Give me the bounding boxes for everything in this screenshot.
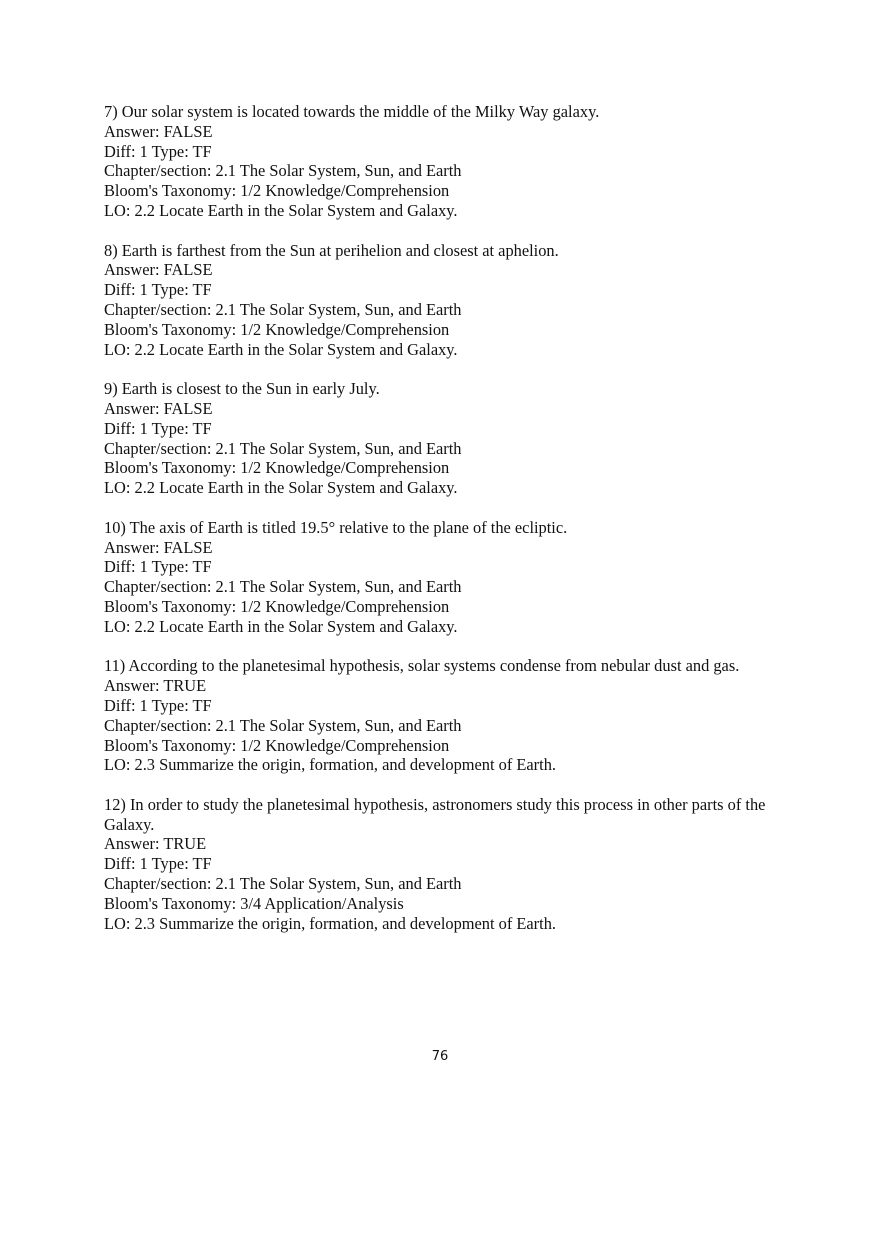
- question-chapter-section: Chapter/section: 2.1 The Solar System, Sun, and Earth: [104, 161, 462, 181]
- question-bloom-taxonomy: Bloom's Taxonomy: 1/2 Knowledge/Comprehension: [104, 596, 450, 616]
- question-difficulty: Diff: 1 Type: TF: [104, 280, 212, 300]
- question-item: [104, 241, 794, 360]
- question-answer: Answer: FALSE: [104, 398, 213, 418]
- question-bloom-taxonomy: Bloom's Taxonomy: 3/4 Application/Analysis: [104, 893, 404, 913]
- question-bloom-taxonomy: Bloom's Taxonomy: 1/2 Knowledge/Comprehension: [104, 735, 450, 755]
- question-difficulty: Diff: 1 Type: TF: [104, 854, 212, 874]
- question-answer: Answer: TRUE: [104, 676, 207, 696]
- question-chapter-section: Chapter/section: 2.1 The Solar System, Sun, and Earth: [104, 715, 462, 735]
- question-list: [104, 102, 794, 953]
- question-bloom-taxonomy: Bloom's Taxonomy: 1/2 Knowledge/Comprehension: [104, 458, 450, 478]
- question-chapter-section: Chapter/section: 2.1 The Solar System, Sun, and Earth: [104, 299, 462, 319]
- question-item: [104, 102, 794, 221]
- question-stem: 12) In order to study the planetesimal hypothesis, astronomers study this process in other parts of the Galaxy.: [104, 794, 766, 834]
- question-learning-objective: LO: 2.3 Summarize the origin, formation, and development of Earth.: [104, 913, 556, 933]
- question-bloom-taxonomy: Bloom's Taxonomy: 1/2 Knowledge/Comprehension: [104, 181, 450, 201]
- question-stem: 9) Earth is closest to the Sun in early July.: [104, 379, 380, 399]
- question-item: [104, 518, 794, 637]
- question-difficulty: Diff: 1 Type: TF: [104, 695, 212, 715]
- question-chapter-section: Chapter/section: 2.1 The Solar System, Sun, and Earth: [104, 438, 462, 458]
- question-item: [104, 379, 794, 498]
- question-stem: 7) Our solar system is located towards the middle of the Milky Way galaxy.: [104, 102, 600, 121]
- question-item: [104, 656, 794, 775]
- question-difficulty: Diff: 1 Type: TF: [104, 141, 212, 161]
- question-chapter-section: Chapter/section: 2.1 The Solar System, Sun, and Earth: [104, 874, 462, 894]
- question-answer: Answer: FALSE: [104, 260, 213, 280]
- question-item: [104, 795, 794, 934]
- question-answer: Answer: FALSE: [104, 121, 213, 141]
- question-learning-objective: LO: 2.2 Locate Earth in the Solar System and Galaxy.: [104, 616, 458, 636]
- question-learning-objective: LO: 2.2 Locate Earth in the Solar System and Galaxy.: [104, 339, 458, 359]
- question-learning-objective: LO: 2.3 Summarize the origin, formation, and development of Earth.: [104, 755, 556, 775]
- question-answer: Answer: FALSE: [104, 537, 213, 557]
- question-learning-objective: LO: 2.2 Locate Earth in the Solar System and Galaxy.: [104, 200, 458, 220]
- question-bloom-taxonomy: Bloom's Taxonomy: 1/2 Knowledge/Comprehension: [104, 319, 450, 339]
- question-stem: 8) Earth is farthest from the Sun at perihelion and closest at aphelion.: [104, 240, 559, 260]
- question-difficulty: Diff: 1 Type: TF: [104, 557, 212, 577]
- question-learning-objective: LO: 2.2 Locate Earth in the Solar System and Galaxy.: [104, 478, 458, 498]
- question-stem: 10) The axis of Earth is titled 19.5° relative to the plane of the ecliptic.: [104, 517, 568, 537]
- page-number: 76: [431, 1049, 449, 1064]
- question-stem: 11) According to the planetesimal hypothesis, solar systems condense from nebular dust and gas.: [104, 656, 740, 676]
- question-difficulty: Diff: 1 Type: TF: [104, 418, 212, 438]
- question-answer: Answer: TRUE: [104, 834, 207, 854]
- question-chapter-section: Chapter/section: 2.1 The Solar System, Sun, and Earth: [104, 577, 462, 597]
